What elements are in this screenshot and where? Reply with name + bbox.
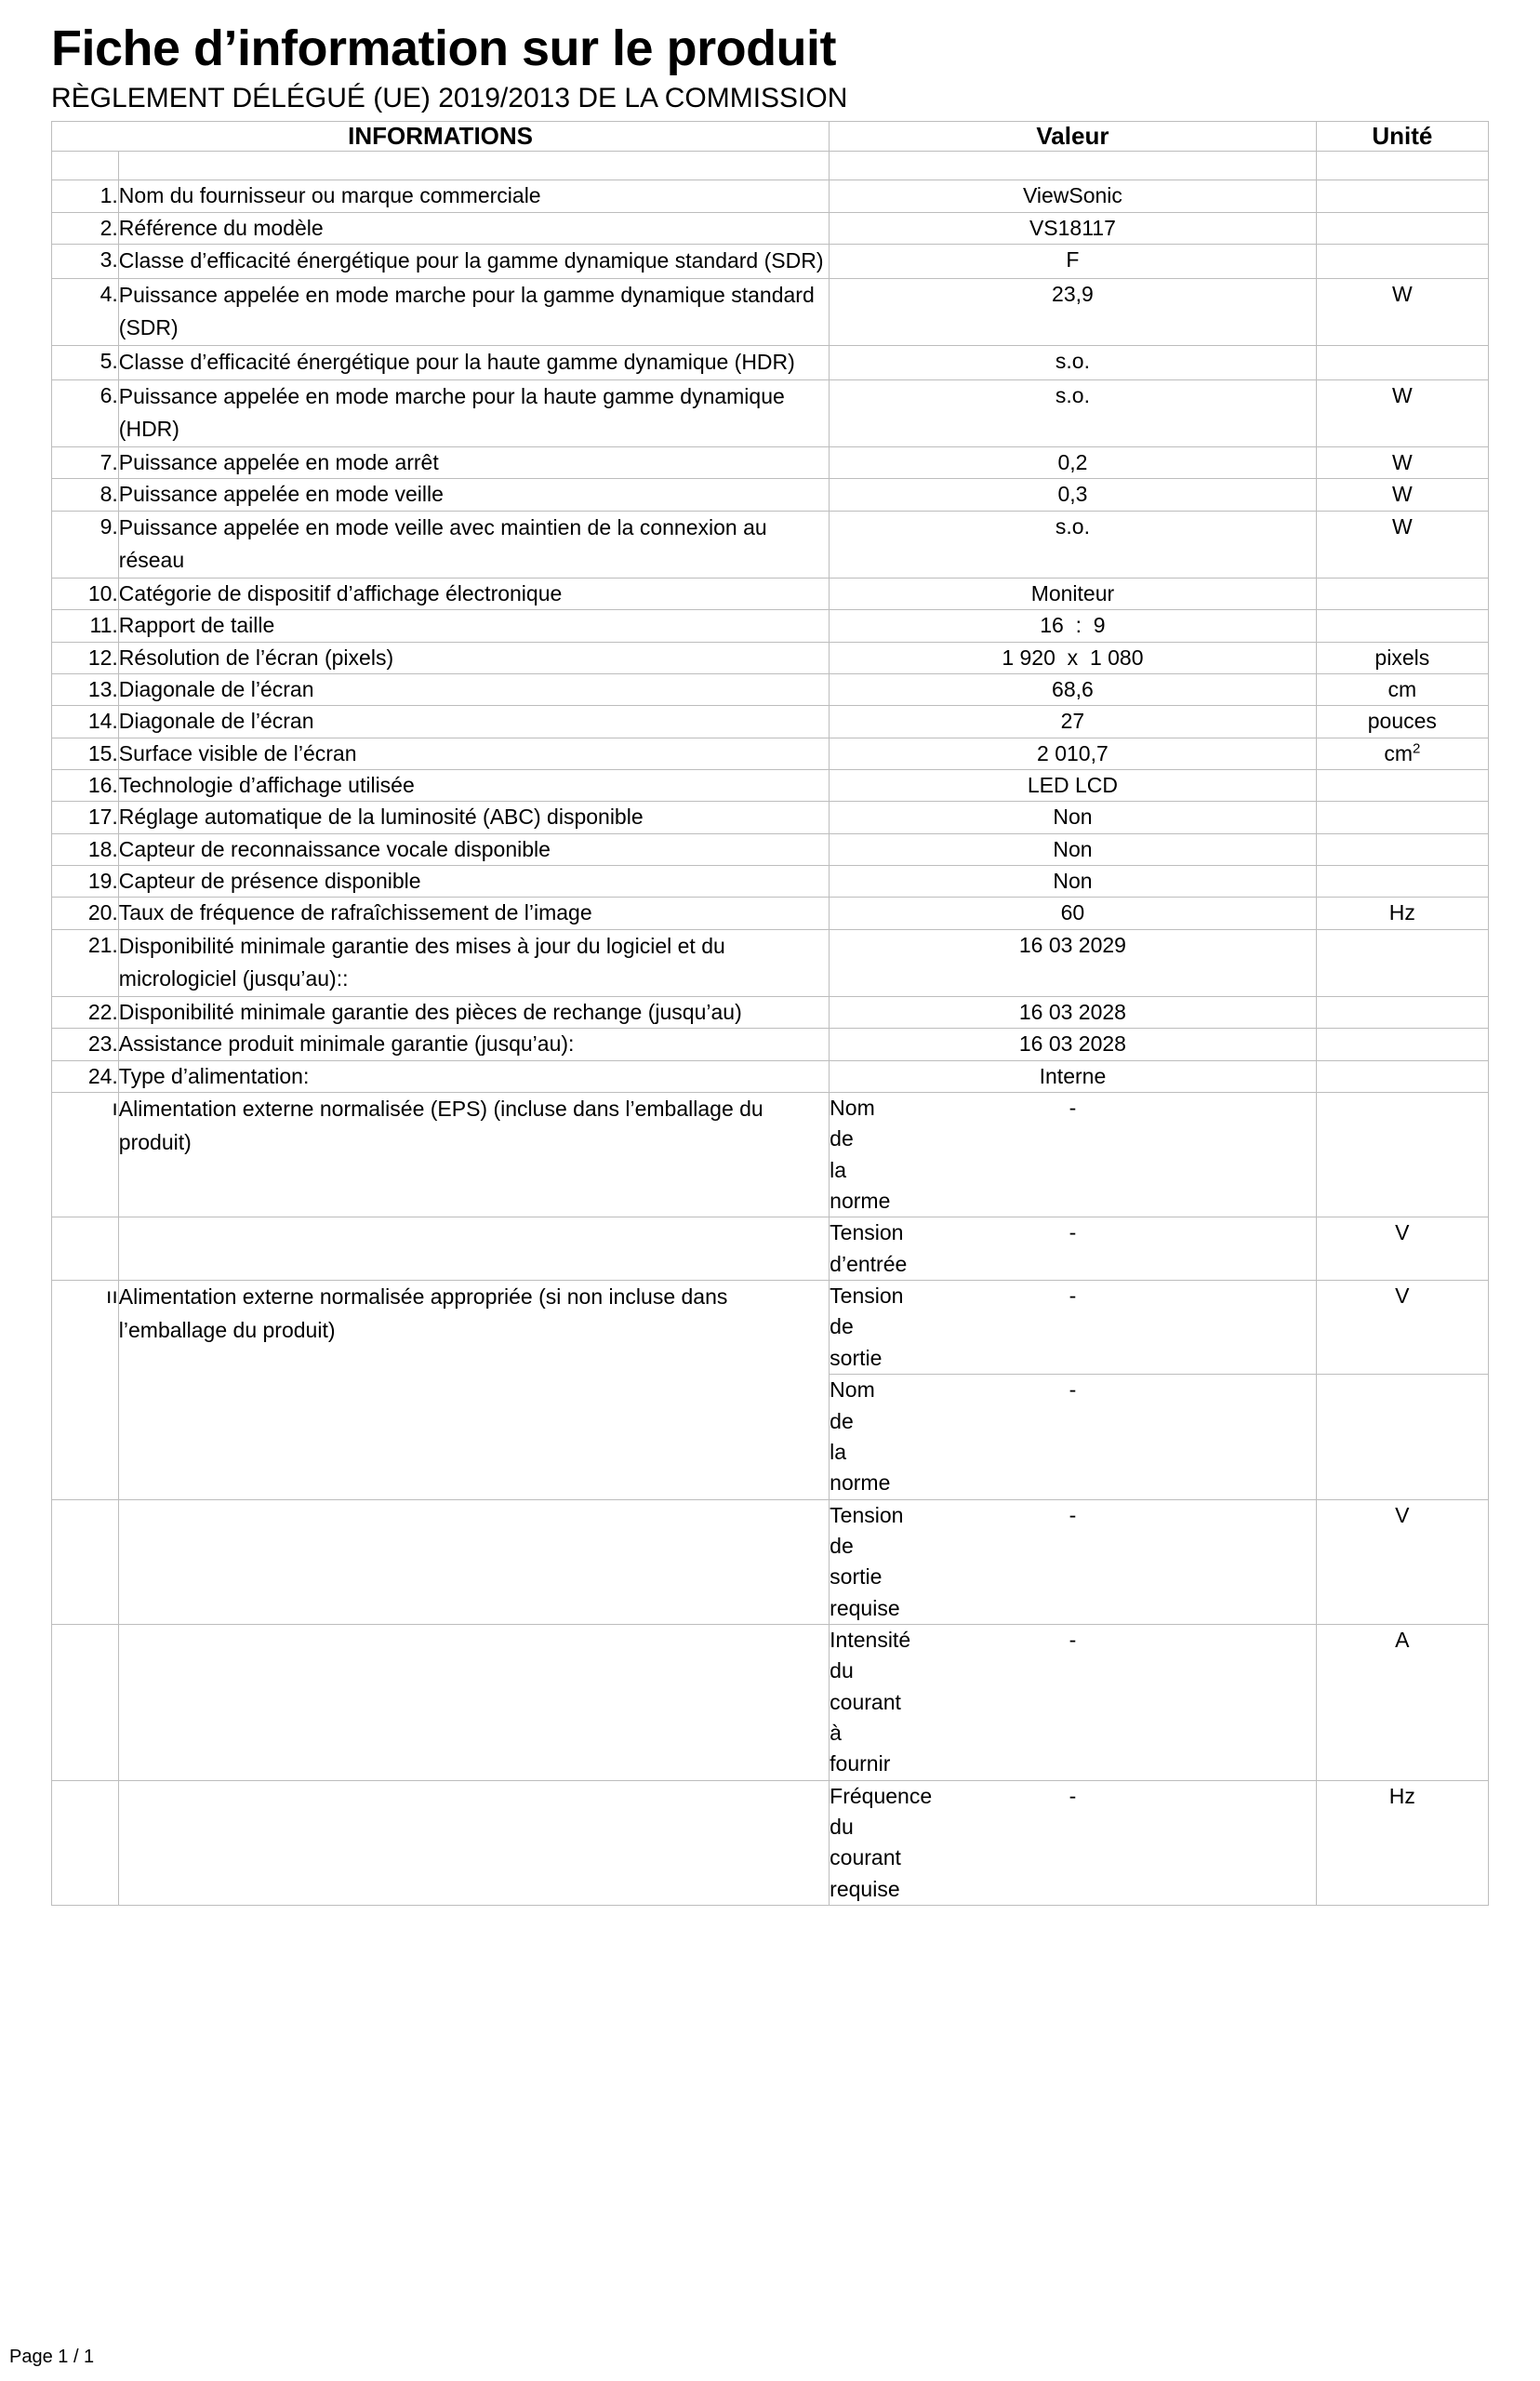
row-label: Nom du fournisseur ou marque commerciale [118, 180, 829, 212]
column-header-unit: Unité [1316, 122, 1488, 152]
row-unit [1316, 802, 1488, 833]
row-number: 23. [52, 1029, 119, 1060]
row-unit: W [1316, 379, 1488, 446]
row-unit: pixels [1316, 642, 1488, 673]
row-value: 23,9 [830, 278, 1316, 345]
page-title: Fiche d’information sur le produit [51, 20, 837, 76]
row-unit [1316, 833, 1488, 865]
row-label: Puissance appelée en mode veille avec maintien de la connexion au réseau [118, 511, 829, 578]
column-header-information: INFORMATIONS [52, 122, 830, 152]
row-number: 10. [52, 578, 119, 609]
row-label: Classe d’efficacité énergétique pour la gamme dynamique standard (SDR) [118, 245, 829, 279]
power-supply-field-unit: V [1316, 1281, 1488, 1375]
row-label: Capteur de reconnaissance vocale disponible [118, 833, 829, 865]
row-number: 18. [52, 833, 119, 865]
table-row [52, 447, 1489, 479]
row-number: 17. [52, 802, 119, 833]
row-label: Diagonale de l’écran [118, 674, 829, 706]
row-label: Classe d’efficacité énergétique pour la haute gamme dynamique (HDR) [118, 346, 829, 380]
power-supply-field-unit [1316, 1093, 1488, 1217]
row-number: 14. [52, 706, 119, 738]
power-supply-empty-number [52, 1499, 119, 1624]
unit-exponent: 2 [1413, 740, 1421, 757]
row-label: Puissance appelée en mode marche pour la gamme dynamique standard (SDR) [118, 278, 829, 345]
row-value: Interne [830, 1060, 1316, 1092]
page-subtitle: RÈGLEMENT DÉLÉGUÉ (UE) 2019/2013 DE LA COMMISSION [51, 83, 848, 114]
row-value: 27 [830, 706, 1316, 738]
power-supply-field-value: - [830, 1780, 1316, 1905]
row-label: Capteur de présence disponible [118, 866, 829, 898]
power-supply-internal-label: Alimentation externe normalisée (EPS) (incluse dans l’emballage du produit) [118, 1093, 829, 1217]
row-label: Puissance appelée en mode arrêt [118, 447, 829, 479]
spacer-cell-unit [1316, 152, 1488, 180]
row-unit [1316, 180, 1488, 212]
row-unit: W [1316, 479, 1488, 511]
row-value: Non [830, 866, 1316, 898]
row-number: 15. [52, 738, 119, 769]
row-unit: W [1316, 447, 1488, 479]
row-value: 2 010,7 [830, 738, 1316, 769]
table-row [52, 929, 1489, 996]
table-row [52, 1060, 1489, 1092]
row-label: Diagonale de l’écran [118, 706, 829, 738]
table-row [52, 642, 1489, 673]
table-row [52, 278, 1489, 345]
power-supply-empty-number [52, 1217, 119, 1281]
row-number: 11. [52, 610, 119, 642]
table-row [52, 770, 1489, 802]
row-unit [1316, 610, 1488, 642]
row-number: 6. [52, 379, 119, 446]
row-label: Disponibilité minimale garantie des pièces de rechange (jusqu’au) [118, 997, 829, 1029]
spacer-cell-label [118, 152, 829, 180]
row-value: Non [830, 802, 1316, 833]
row-number: 19. [52, 866, 119, 898]
table-row [52, 479, 1489, 511]
row-value: Non [830, 833, 1316, 865]
row-number: 4. [52, 278, 119, 345]
power-supply-external-label: Alimentation externe normalisée appropriée (si non incluse dans l’emballage du produit) [118, 1281, 829, 1499]
table-row [52, 674, 1489, 706]
power-supply-field-value: - [830, 1217, 1316, 1281]
row-value: 1 920 x 1 080 [830, 642, 1316, 673]
power-supply-empty-number [52, 1624, 119, 1780]
power-supply-empty-label [118, 1217, 829, 1281]
row-value: 16 03 2028 [830, 997, 1316, 1029]
power-supply-empty-label [118, 1499, 829, 1624]
power-supply-field-unit [1316, 1375, 1488, 1499]
row-unit: pouces [1316, 706, 1488, 738]
row-value: 0,3 [830, 479, 1316, 511]
row-number: 13. [52, 674, 119, 706]
row-unit: $cm^2$ [1316, 738, 1488, 769]
row-value: LED LCD [830, 770, 1316, 802]
power-supply-row-internal [52, 1093, 1489, 1217]
power-supply-empty-number [52, 1780, 119, 1905]
table-row [52, 997, 1489, 1029]
row-value: Moniteur [830, 578, 1316, 609]
row-value: F [830, 245, 1316, 279]
spacer-cell-value [830, 152, 1316, 180]
spacer-cell-num [52, 152, 119, 180]
power-supply-row [52, 1624, 1489, 1780]
row-number: 7. [52, 447, 119, 479]
row-label: Rapport de taille [118, 610, 829, 642]
row-number: 16. [52, 770, 119, 802]
row-label: Résolution de l’écran (pixels) [118, 642, 829, 673]
row-value: s.o. [830, 511, 1316, 578]
row-label: Surface visible de l’écran [118, 738, 829, 769]
row-unit [1316, 770, 1488, 802]
table-row [52, 180, 1489, 212]
power-supply-field-value: - [830, 1624, 1316, 1780]
row-label: Disponibilité minimale garantie des mises à jour du logiciel et du micrologiciel (jusqu’au):: [118, 929, 829, 996]
row-label: Puissance appelée en mode marche pour la haute gamme dynamique (HDR) [118, 379, 829, 446]
table-row [52, 379, 1489, 446]
row-value: VS18117 [830, 212, 1316, 244]
table-row [52, 802, 1489, 833]
table-body [52, 152, 1489, 1906]
row-value: 0,2 [830, 447, 1316, 479]
row-number: 24. [52, 1060, 119, 1092]
row-unit [1316, 929, 1488, 996]
power-supply-field-value: - [830, 1499, 1316, 1624]
spacer-row [52, 152, 1489, 180]
row-value: s.o. [830, 346, 1316, 380]
row-value: s.o. [830, 379, 1316, 446]
row-value: 16 : 9 [830, 610, 1316, 642]
power-supply-field-value: - [830, 1093, 1316, 1217]
table-row [52, 833, 1489, 865]
table-header-row [52, 122, 1489, 152]
row-label: Réglage automatique de la luminosité (ABC) disponible [118, 802, 829, 833]
row-unit: cm [1316, 674, 1488, 706]
row-value: 16 03 2029 [830, 929, 1316, 996]
table-row [52, 610, 1489, 642]
row-unit [1316, 212, 1488, 244]
table-row [52, 866, 1489, 898]
row-unit: Hz [1316, 898, 1488, 929]
row-number: 22. [52, 997, 119, 1029]
row-unit [1316, 346, 1488, 380]
row-number: 12. [52, 642, 119, 673]
row-label: Assistance produit minimale garantie (jusqu’au): [118, 1029, 829, 1060]
row-number: 8. [52, 479, 119, 511]
page-footer: Page 1 / 1 [9, 2347, 95, 2367]
row-number: 5. [52, 346, 119, 380]
row-value: 60 [830, 898, 1316, 929]
table-row [52, 346, 1489, 380]
power-supply-row [52, 1281, 1489, 1375]
row-unit [1316, 1029, 1488, 1060]
table-row [52, 738, 1489, 769]
table-row [52, 511, 1489, 578]
row-unit [1316, 578, 1488, 609]
table-row [52, 578, 1489, 609]
row-unit [1316, 245, 1488, 279]
row-label: Puissance appelée en mode veille [118, 479, 829, 511]
power-supply-external-number: ıı [52, 1281, 119, 1499]
power-supply-row [52, 1499, 1489, 1624]
row-number: 3. [52, 245, 119, 279]
row-number: 21. [52, 929, 119, 996]
power-supply-row [52, 1217, 1489, 1281]
row-unit: W [1316, 278, 1488, 345]
power-supply-field-unit: A [1316, 1624, 1488, 1780]
product-information-table [51, 121, 1489, 1906]
row-number: 9. [52, 511, 119, 578]
row-number: 20. [52, 898, 119, 929]
table-row [52, 898, 1489, 929]
power-supply-empty-label [118, 1624, 829, 1780]
table-row [52, 245, 1489, 279]
row-unit [1316, 866, 1488, 898]
row-unit [1316, 1060, 1488, 1092]
column-header-value: Valeur [830, 122, 1316, 152]
table-row [52, 706, 1489, 738]
row-value: 16 03 2028 [830, 1029, 1316, 1060]
row-label: Type d’alimentation: [118, 1060, 829, 1092]
row-unit: W [1316, 511, 1488, 578]
row-label: Catégorie de dispositif d’affichage électronique [118, 578, 829, 609]
power-supply-field-unit: Hz [1316, 1780, 1488, 1905]
power-supply-row [52, 1780, 1489, 1905]
power-supply-internal-number: ı [52, 1093, 119, 1217]
row-label: Technologie d’affichage utilisée [118, 770, 829, 802]
row-value: 68,6 [830, 674, 1316, 706]
row-value: ViewSonic [830, 180, 1316, 212]
row-number: 2. [52, 212, 119, 244]
row-label: Taux de fréquence de rafraîchissement de l’image [118, 898, 829, 929]
power-supply-empty-label [118, 1780, 829, 1905]
power-supply-field-unit: V [1316, 1499, 1488, 1624]
row-label: Référence du modèle [118, 212, 829, 244]
table-row [52, 1029, 1489, 1060]
row-unit [1316, 997, 1488, 1029]
power-supply-field-value: - [830, 1375, 1316, 1499]
table-row [52, 212, 1489, 244]
row-number: 1. [52, 180, 119, 212]
power-supply-field-unit: V [1316, 1217, 1488, 1281]
power-supply-field-value: - [830, 1281, 1316, 1375]
